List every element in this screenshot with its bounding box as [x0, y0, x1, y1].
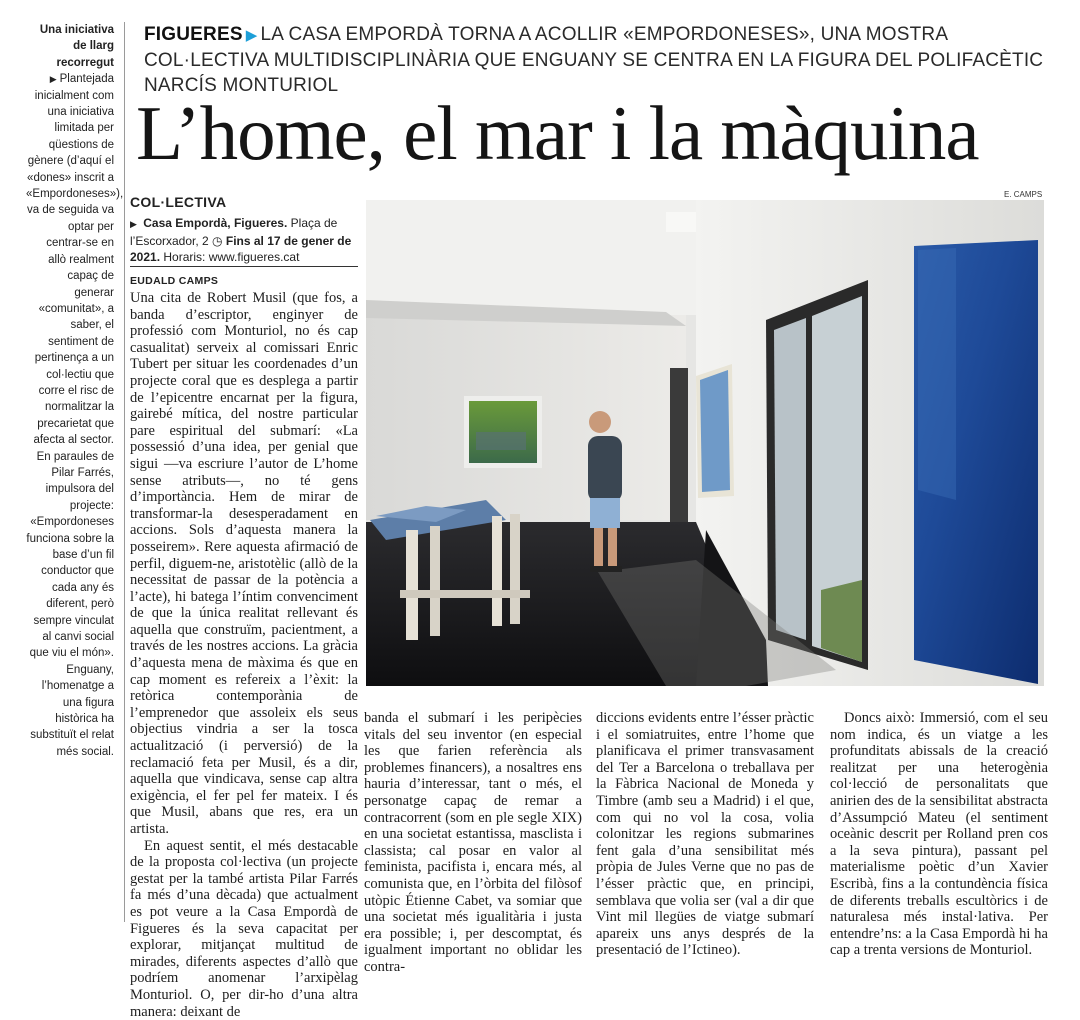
- info-category: COL·LECTIVA: [130, 194, 227, 210]
- column-divider: [124, 22, 125, 922]
- info-dates: Fins al 17 de gener de 2021.: [130, 233, 352, 264]
- info-address: Plaça de l’Escorxador, 2: [130, 216, 338, 248]
- sidebar-text: Plantejada inicialment com una iniciativa limitada per qüestions de gènere (d’aquí el «dones» inscrit a «Empordoneses»), va de seguida va optar per centrar-se en allò realment capaç de generar «comunitat», a saber, el sentiment de pertinença a un col·lectiu que corre el risc de normalitzar la precarietat que afecta al sector. En paraules de Pilar Farrés, impulsora del projecte: «Empordoneses funciona sobre la base d’un fil conductor que cada any és diferent, però sempre vinculat al canvi social que viu el món». Enguany, l’homenatge a una figura històrica ha substituït el relat més social.: [26, 73, 124, 758]
- body-column-1: [130, 290, 358, 1020]
- body-paragraph: Doncs això: Immersió, com el seu nom indica, és un viatge a les profunditats abissals de la creació realitzat per una heterogènia col·lecció de personalitats que anirien des de la sensibilitat abstracta d’Assumpció Mateu (el sentiment oceànic descrit per Rolland pren cos a la seva pintura), passant pel materialisme poètic d’un Xavier Escribà, fins a la contundència física de diferents treballs escultòrics i de naturalesa més instal·lativa. Per entendre’ns: a la Casa Empordà hi ha cap a trenta versions de Monturiol.: [830, 710, 1048, 959]
- body-paragraph: banda el submarí i les peripècies vitals del seu inventor (en especial les que farien referència als problemes financers), a nosaltres ens hauria d’interessar, tant o més, el personatge capaç de remar a contracorrent (som en ple segle XIX) en una societat estantissa, masclista i classista; cal posar en valor al feminista, pacifista i, encara més, al comunista que, en l’òrbita del filòsof utòpic Étienne Cabet, va somiar que una societat més igualitària i justa era possible; i, per descomptat, és igualment important no oblidar les contra-: [364, 710, 582, 975]
- triangle-bullet-icon: ▶: [49, 74, 57, 85]
- body-column-3: [596, 710, 814, 959]
- clock-icon: ◷: [212, 233, 223, 248]
- info-venue: Casa Empordà, Figueres.: [143, 216, 288, 230]
- info-hours: Horaris: www.figueres.cat: [163, 250, 300, 264]
- sidebar: [26, 22, 124, 760]
- kicker-text: LA CASA EMPORDÀ TORNA A ACOLLIR «EMPORDONESES», UNA MOSTRA COL·LECTIVA MULTIDISCIPLINÀRIA QUE ENGUANY SE CENTRA EN LA FIGURA DEL POLIFACÈTIC NARCÍS MONTURIOL: [144, 24, 1044, 96]
- info-box: [130, 194, 358, 266]
- body-column-2: [364, 710, 582, 976]
- body-paragraph: En aquest sentit, el més destacable de la proposta col·lectiva (un projecte gestat per la també artista Pilar Farrés fa més d’una dècada) que actualment es pot veure a la Casa Empordà de Figueres és la seva capacitat per explorar, mitjançat multitud de mirades, diferents aspectes d’allò que podríem anomenar l’arxipèlag Monturiol. O, per dir-ho d’una altra manera: deixant de: [130, 837, 358, 1020]
- triangle-bullet-icon: ▶: [130, 219, 137, 229]
- byline: EUDALD CAMPS: [130, 275, 219, 287]
- headline: L’home, el mar i la màquina: [136, 90, 979, 176]
- byline-rule: [130, 266, 358, 267]
- body-paragraph: diccions evidents entre l’ésser pràctic i el somiatruites, entre l’home que planificava el primer transvasament del Ter a Barcelona o treballava per la Fàbrica Nacional de Moneda y Timbre (amb seu a Madrid) i el que, com qui no vol la cosa, volia colonitzar les regions submarines fent gala d’una sensibilitat més pròpia de Jules Verne que no pas de l’ésser pràctic que, en principi, semblava que volia ser (val a dir que Vint mil llegües de viatge submarí apareix uns anys després de la presentació de l’Ictineo).: [596, 710, 814, 959]
- photo-credit: E. CAMPS: [1004, 190, 1043, 199]
- sidebar-title: Una iniciativa de llarg recorregut: [39, 24, 114, 69]
- kicker-place: FIGUERES: [144, 24, 243, 45]
- gallery-photo: [366, 200, 1044, 686]
- play-arrow-icon: ▶: [245, 27, 258, 44]
- kicker: [144, 22, 1064, 98]
- body-paragraph: Una cita de Robert Musil (que fos, a banda d’escriptor, enginyer de professió com Monturiol, no és cap casualitat) serveix al comissari Enric Tubert per situar les coordenades d’un projecte coral que es desplega a partir de l’epicentre encarnat per la figura, gairebé mítica, del nostre particular pare espiritual del submarí: «La possessió d’una idea, per genial que sigui —va escriure l’autor de L’home sense atributs—, no té gens d’importància. Hem de mirar de transformar-la desesperadament en accions. Sols d’aquesta manera la posseirem». Rere aquesta afirmació de perfil, diguem-ne, aristotèlic (allò de la necessitat de passar de la potència a l’acte), hi batega l’íntim convenciment de que la única realitat rellevant és aquella que construïm, pacientment, a través de les nostres accions. La gràcia d’aquesta mena de màxima és que en cap moment es refereix a l’èxit: la retòrica contemporània de l’emprenedor que assoleix els seus objectius vindria a ser la tosca actualització (i perversió) de la reclamació feta per Musil, és a dir, aquella que vindicava, sense cap altra exigència, el fer pel fer mateix. I és que Musil, abans que res, era un artista.: [130, 290, 358, 837]
- body-column-4: [830, 710, 1048, 959]
